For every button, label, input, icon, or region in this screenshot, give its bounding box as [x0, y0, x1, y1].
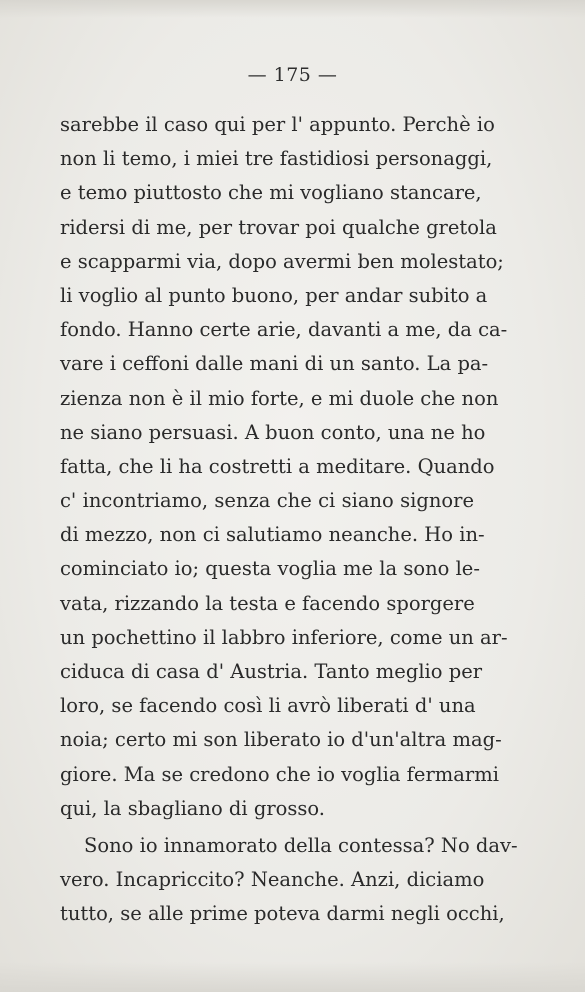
text-line: loro, se facendo così li avrò liberati d' una: [60, 694, 476, 718]
text-line: zienza non è il mio forte, e mi duole che non: [60, 386, 499, 410]
text-line: fondo. Hanno certe arie, davanti a me, da ca-: [60, 318, 508, 342]
body-text: [60, 108, 518, 932]
text-line: e scapparmi via, dopo avermi ben molestato;: [60, 249, 504, 273]
text-line: cominciato io; questa voglia me la sono le-: [60, 557, 480, 581]
text-line: vata, rizzando la testa e facendo sporgere: [60, 591, 475, 615]
text-line: c' incontriamo, senza che ci siano signore: [60, 489, 474, 513]
text-line: vare i ceffoni dalle mani di un santo. La pa-: [60, 352, 489, 376]
text-line: di mezzo, non ci salutiamo neanche. Ho in-: [60, 523, 485, 547]
text-line: giore. Ma se credono che io voglia fermarmi: [60, 762, 499, 786]
text-line: ciduca di casa d' Austria. Tanto meglio per: [60, 660, 483, 683]
page-bottom-edge: [0, 962, 585, 992]
text-line: e temo piuttosto che mi vogliano stancare,: [60, 181, 482, 205]
text-line: Sono io innamorato della contessa? No dav-: [84, 833, 518, 857]
page-top-edge: [0, 0, 585, 18]
text-line: ridersi di me, per trovar poi qualche gretola: [60, 215, 497, 239]
paragraph-2: [60, 829, 518, 932]
paragraph-1: [60, 108, 508, 826]
text-line: ne siano persuasi. A buon conto, una ne ho: [60, 420, 486, 444]
text-line: tutto, se alle prime poteva darmi negli occhi,: [60, 902, 505, 926]
text-line: noia; certo mi son liberato io d'un'altra mag-: [60, 728, 502, 752]
text-line: un pochettino il labbro inferiore, come un ar-: [60, 625, 508, 649]
text-line: non li temo, i miei tre fastidiosi personaggi,: [60, 147, 493, 171]
page-number: — 175 —: [247, 64, 338, 86]
text-line: li voglio al punto buono, per andar subito a: [60, 283, 488, 307]
text-line: vero. Incapriccito? Neanche. Anzi, diciamo: [60, 868, 485, 892]
text-line: qui, la sbagliano di grosso.: [60, 796, 326, 820]
text-line: sarebbe il caso qui per l' appunto. Perchè io: [60, 113, 495, 136]
text-line: fatta, che li ha costretti a meditare. Quando: [60, 454, 495, 478]
